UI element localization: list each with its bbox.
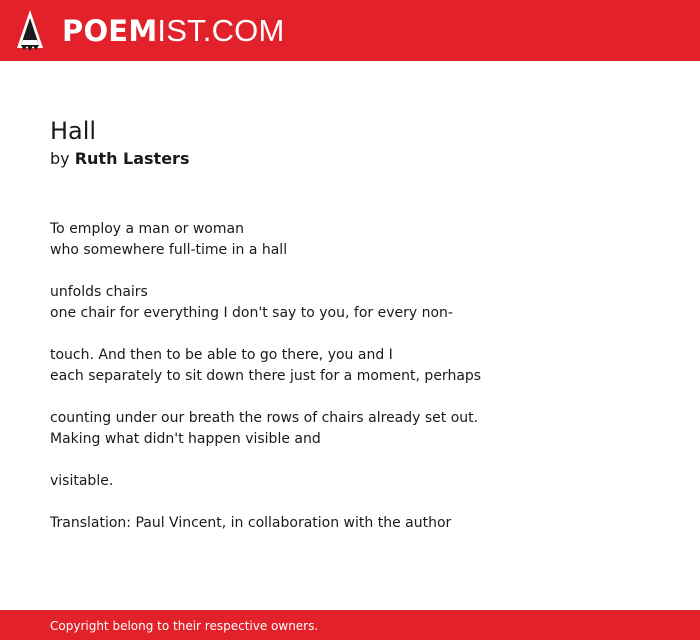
logo-bold-text: POEM <box>62 14 158 48</box>
poem-title: Hall <box>50 117 97 145</box>
poem-line: To employ a man or woman <box>50 221 244 237</box>
poem-body <box>50 219 670 534</box>
site-header <box>0 0 700 61</box>
poem-line: touch. And then to be able to go there, you and I <box>50 347 393 363</box>
site-logo-link[interactable] <box>16 9 285 53</box>
poem-line: one chair for everything I don't say to you, for every non- <box>50 305 453 321</box>
poem-line: counting under our breath the rows of chairs already set out. <box>50 410 479 426</box>
poem-byline <box>50 148 189 170</box>
poem-line <box>50 261 670 282</box>
poem-line: visitable. <box>50 473 114 489</box>
poem-line: who somewhere full-time in a hall <box>50 242 288 258</box>
poem-line: unfolds chairs <box>50 284 148 300</box>
poem-line: each separately to sit down there just for a moment, perhaps <box>50 368 482 384</box>
poem-line <box>50 387 670 408</box>
poem-line <box>50 450 670 471</box>
poem-line <box>50 492 670 513</box>
copyright-notice: Copyright belong to their respective owners. <box>50 619 319 633</box>
pencil-tip-icon <box>16 9 44 53</box>
poem-line <box>50 324 670 345</box>
author-link[interactable]: Ruth Lasters <box>74 149 190 168</box>
logo-light-text: IST.COM <box>157 13 285 48</box>
site-logo-text <box>62 9 285 53</box>
translation-credit: Translation: Paul Vincent, in collaboration with the author <box>50 515 452 531</box>
poem-line: Making what didn't happen visible and <box>50 431 321 447</box>
site-footer <box>0 610 700 640</box>
byline-label: by <box>50 149 70 168</box>
